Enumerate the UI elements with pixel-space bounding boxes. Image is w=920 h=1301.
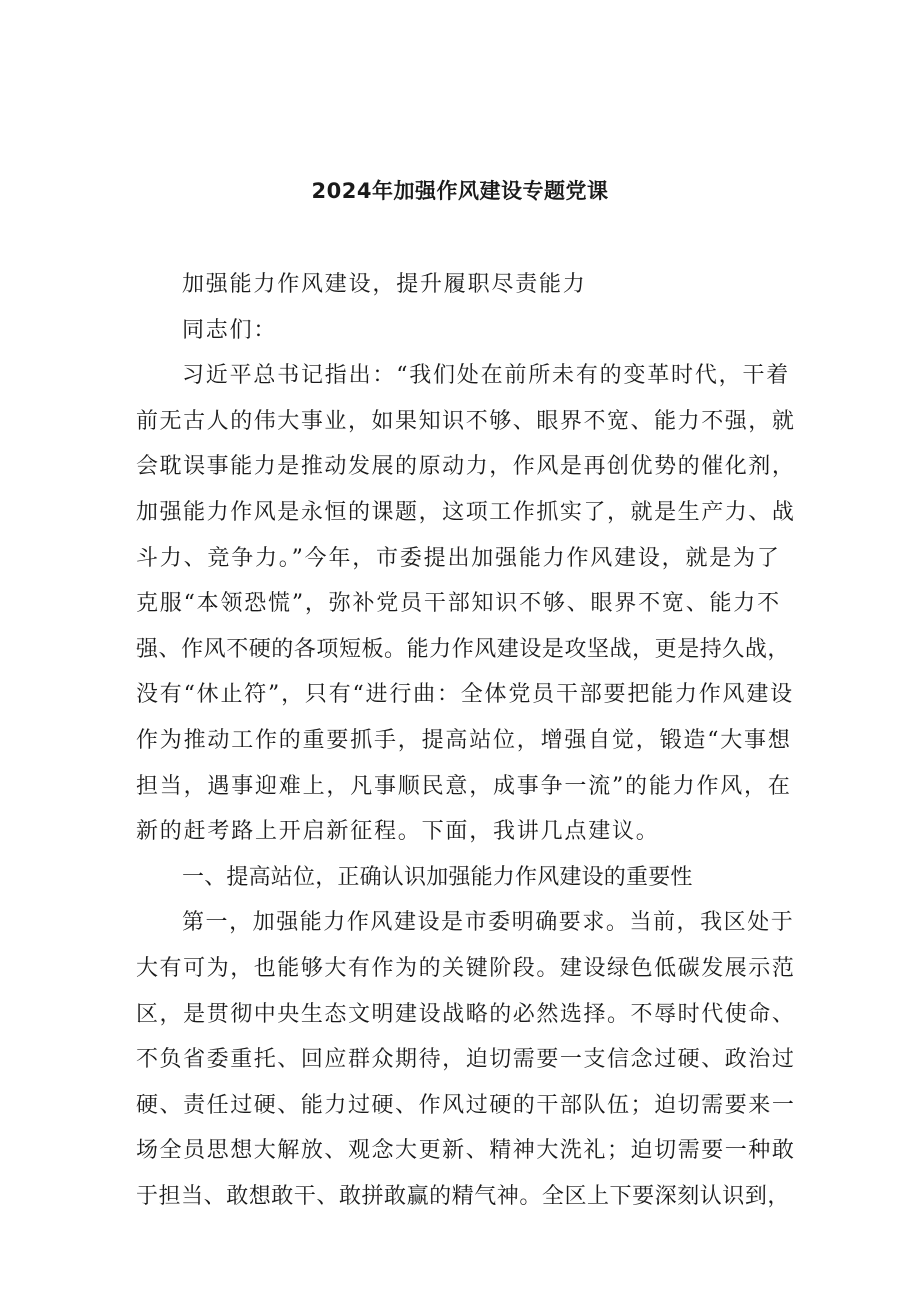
paragraph-line: 作为推动工作的重要抓手，提高站位，增强自觉，锻造“大事想 [136, 727, 792, 753]
paragraph-line: 强、作风不硬的各项短板。能力作风建设是攻坚战，更是持久战， [136, 636, 790, 662]
paragraph-line: 区，是贯彻中央生态文明建设战略的必然选择。不辱时代使命、 [136, 1001, 796, 1027]
paragraph-line: 于担当、敢想敢干、敢拼敢赢的精气神。全区上下要深刻认识到， [136, 1183, 790, 1209]
paragraph-line: 克服“本领恐慌”，弥补党员干部知识不够、眼界不宽、能力不 [136, 591, 781, 617]
paragraph-line: 习近平总书记指出：“我们处在前所未有的变革时代，干着 [182, 363, 791, 389]
paragraph-line: 新的赶考路上开启新征程。下面，我讲几点建议。 [136, 819, 660, 845]
section-heading: 一、提高站位，正确认识加强能力作风建设的重要性 [182, 864, 693, 890]
paragraph-line: 斗力、竞争力。”今年，市委提出加强能力作风建设，就是为了 [136, 545, 781, 571]
document-title: 2024年加强作风建设专题党课 [311, 179, 609, 203]
paragraph-line: 担当，遇事迎难上，凡事顺民意，成事争一流”的能力作风，在 [136, 773, 792, 799]
paragraph-line: 前无古人的伟大事业，如果知识不够、眼界不宽、能力不强，就 [136, 408, 796, 434]
document-body [136, 262, 796, 1219]
subtitle-line: 加强能力作风建设，提升履职尽责能力 [182, 272, 587, 297]
salutation-line: 同志们： [182, 317, 278, 343]
paragraph-line: 没有“休止符”，只有“进行曲：全体党员干部要把能力作风建设 [136, 682, 794, 708]
paragraph-line: 大有可为，也能够大有作为的关键阶段。建设绿色低碳发展示范 [136, 955, 796, 981]
paragraph-line: 硬、责任过硬、能力过硬、作风过硬的干部队伍；迫切需要来一 [136, 1092, 796, 1118]
paragraph-line: 第一，加强能力作风建设是市委明确要求。当前，我区处于 [182, 910, 795, 936]
paragraph-line: 加强能力作风是永恒的课题，这项工作抓实了，就是生产力、战 [136, 499, 796, 525]
paragraph-line: 不负省委重托、回应群众期待，迫切需要一支信念过硬、政治过 [136, 1047, 796, 1073]
paragraph-line: 会耽误事能力是推动发展的原动力，作风是再创优势的催化剂， [136, 454, 796, 480]
paragraph-line: 场全员思想大解放、观念大更新、精神大洗礼；迫切需要一种敢 [136, 1138, 796, 1164]
